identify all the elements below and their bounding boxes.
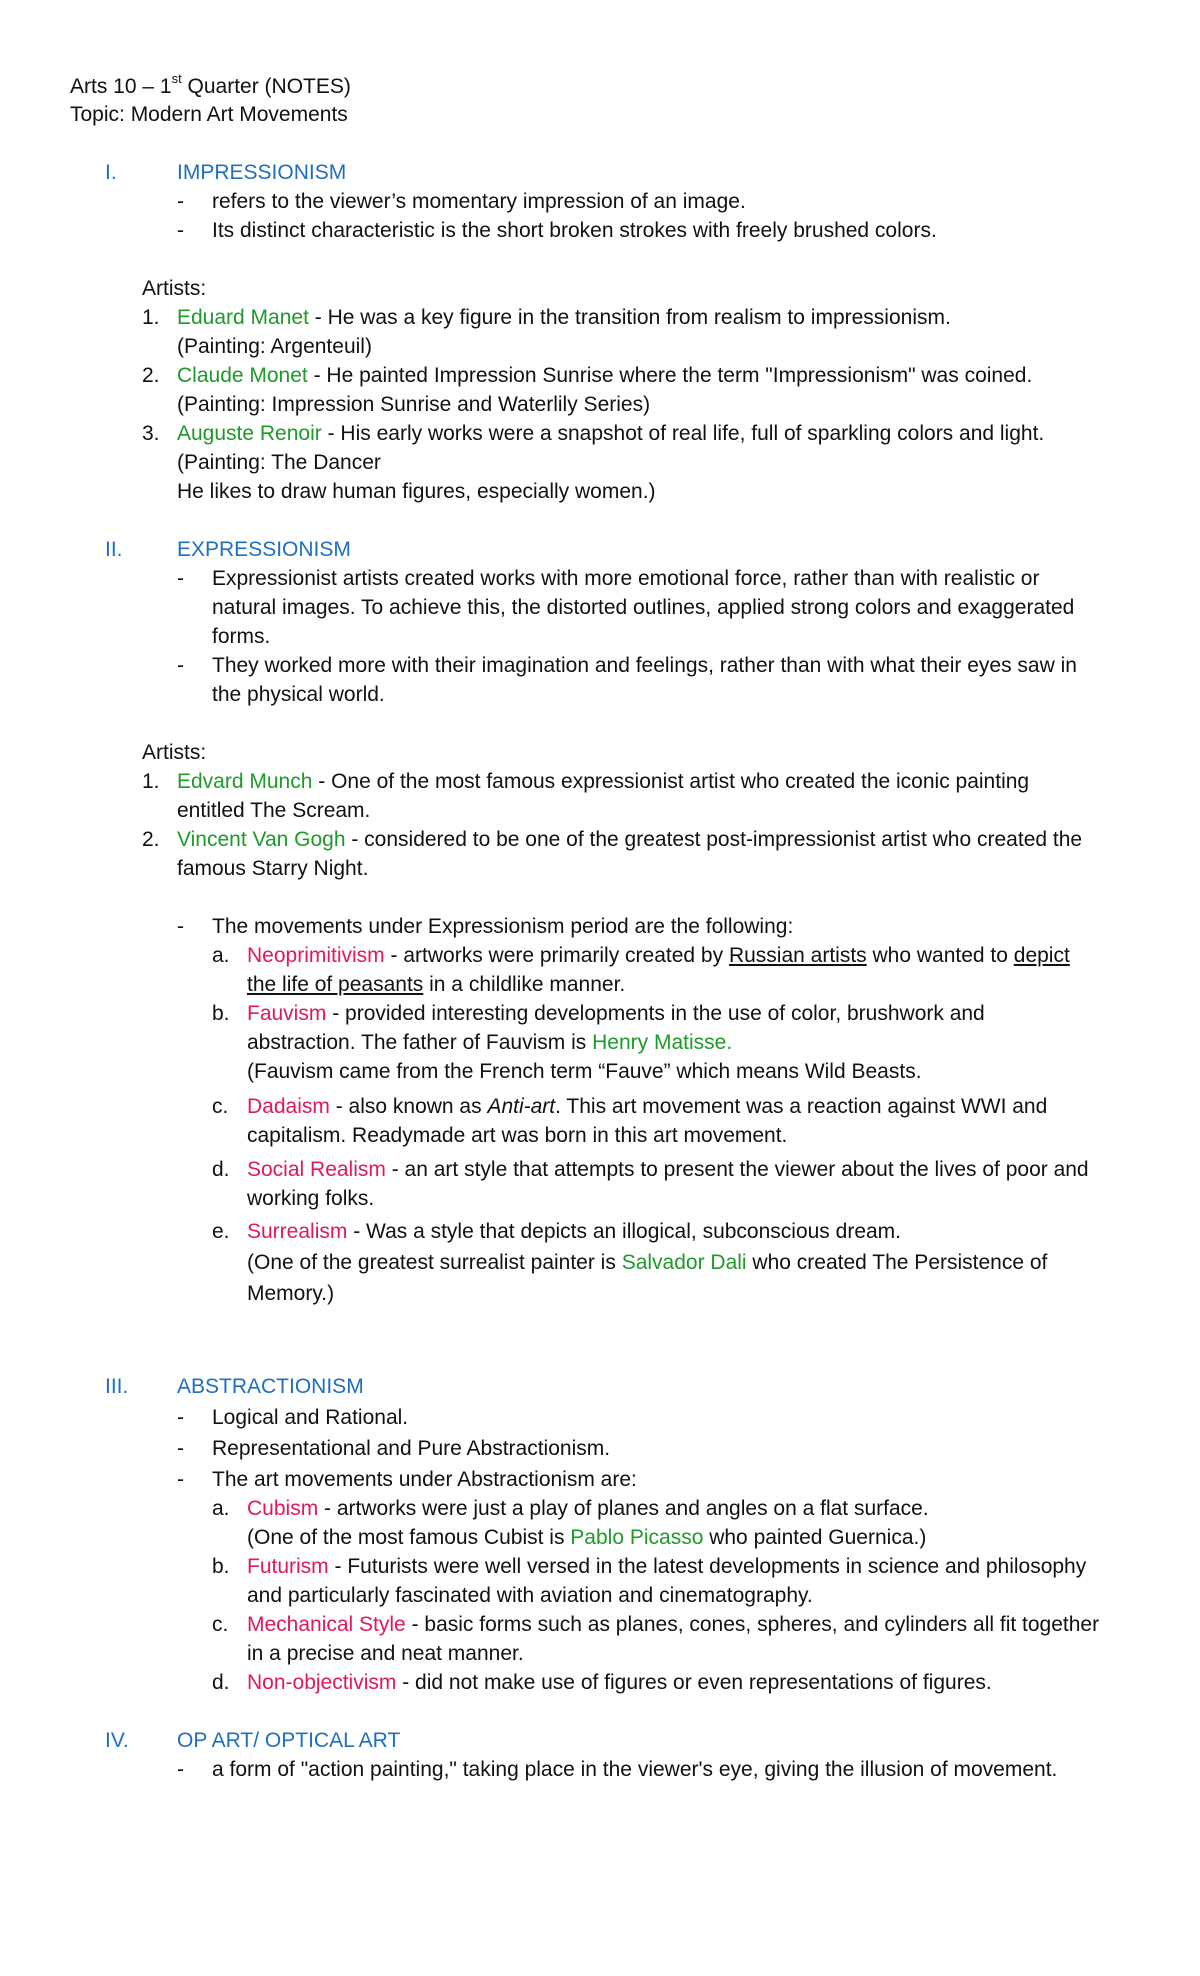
bullet-text: They worked more with their imagination and feelings, rather than with what their eyes saw in [212,654,1077,677]
section-number: IV. [105,1729,129,1752]
movement-entry-cont: capitalism. Readymade art was born in this art movement. [247,1124,788,1147]
movement-entry [247,1219,901,1245]
movement-entry [247,1554,1086,1580]
artist-description: - He painted Impression Sunrise where the term "Impressionism" was coined. [307,364,1033,387]
list-letter: c. [212,1095,229,1118]
movement-text: abstraction. The father of Fauvism is [247,1031,593,1054]
movement-name: Fauvism [247,1002,327,1025]
artist-description: - His early works were a snapshot of real life, full of sparkling colors and light. [321,422,1045,445]
bullet-text: a form of "action painting," taking place in the viewer's eye, giving the illusion of movement. [212,1758,1058,1781]
movement-entry [247,1496,929,1522]
bullet-text: Representational and Pure Abstractionism. [212,1437,611,1460]
artist-entry [177,363,1032,389]
movement-text: - provided interesting developments in the use of color, brushwork and [326,1002,985,1025]
bullet-text: refers to the viewer’s momentary impression of an image. [212,190,746,213]
movement-name: Non-objectivism [247,1671,397,1694]
artist-entry [177,305,951,331]
movement-text: in a childlike manner. [423,973,626,996]
artists-label: Artists: [142,277,207,300]
artist-name: Eduard Manet [177,306,309,329]
bullet-text: Its distinct characteristic is the short broken strokes with freely brushed colors. [212,219,937,242]
movement-text: who wanted to [866,944,1014,967]
list-number: 1. [142,770,160,793]
movement-entry-cont [247,1525,926,1551]
bullet-text: Logical and Rational. [212,1406,409,1429]
movement-entry [247,1157,1089,1183]
bullet-dash: - [177,567,184,590]
movement-entry [247,1001,985,1027]
artist-painting: (Painting: Argenteuil) [177,335,372,358]
bullet-dash: - [177,915,184,938]
bullet-text: Expressionist artists created works with more emotional force, rather than with realistic or [212,567,1040,590]
movement-entry-cont: working folks. [247,1187,375,1210]
section-number: I. [105,161,117,184]
bullet-text: natural images. To achieve this, the distorted outlines, applied strong colors and exaggerated [212,596,1075,619]
artist-name: Auguste Renoir [177,422,322,445]
movement-name: Neoprimitivism [247,944,385,967]
bullet-text: forms. [212,625,271,648]
movement-text: - also known as [329,1095,488,1118]
movement-entry-cont [247,1250,1047,1276]
movement-text: - did not make use of figures or even representations of figures. [396,1671,992,1694]
section-number: III. [105,1375,129,1398]
artist-description: - One of the most famous expressionist artist who created the iconic painting [312,770,1030,793]
movement-note: (Fauvism came from the French term “Fauve” which means Wild Beasts. [247,1060,922,1083]
artist-entry [177,827,1082,853]
list-letter: c. [212,1613,229,1636]
underlined-text: depict [1013,944,1070,967]
underlined-text: Russian artists [728,944,867,967]
movement-entry-cont: Memory.) [247,1282,335,1305]
list-letter: a. [212,1497,230,1520]
section-heading-impressionism: IMPRESSIONISM [177,161,347,184]
list-letter: b. [212,1002,230,1025]
movement-name: Dadaism [247,1095,330,1118]
bullet-dash: - [177,654,184,677]
artists-label: Artists: [142,741,207,764]
movement-text: who painted Guernica.) [703,1526,927,1549]
document-title [70,71,351,100]
movement-name: Surrealism [247,1220,348,1243]
list-number: 2. [142,364,160,387]
movement-entry-cont [247,972,625,998]
artist-description: - considered to be one of the greatest post-impressionist artist who created the [345,828,1083,851]
list-letter: a. [212,944,230,967]
movement-text: - artworks were just a play of planes and angles on a flat surface. [318,1497,929,1520]
artist-description-cont: famous Starry Night. [177,857,369,880]
artist-name: Claude Monet [177,364,308,387]
title-superscript: st [171,71,182,86]
bullet-dash: - [177,1758,184,1781]
list-letter: d. [212,1158,230,1181]
artist-painting: (Painting: The Dancer [177,451,381,474]
artist-description-cont: entitled The Scream. [177,799,371,822]
artist-name: Salvador Dali [621,1251,747,1274]
bullet-text: The art movements under Abstractionism are: [212,1468,637,1491]
movement-text: . This art movement was a reaction against WWI and [555,1095,1048,1118]
artist-note: He likes to draw human figures, especially women.) [177,480,656,503]
list-letter: e. [212,1220,230,1243]
artist-name: Henry Matisse. [592,1031,733,1054]
movement-text: (One of the most famous Cubist is [247,1526,571,1549]
movement-text: - Was a style that depicts an illogical, subconscious dream. [347,1220,901,1243]
list-number: 2. [142,828,160,851]
artist-entry [177,769,1029,795]
movement-entry [247,1094,1047,1120]
bullet-dash: - [177,1437,184,1460]
movement-text: - basic forms such as planes, cones, spheres, and cylinders all fit together [405,1613,1100,1636]
movement-text: - artworks were primarily created by [384,944,729,967]
bullet-dash: - [177,1468,184,1491]
section-heading-expressionism: EXPRESSIONISM [177,538,351,561]
movement-text: who created The Persistence of [746,1251,1048,1274]
movement-name: Cubism [247,1497,319,1520]
movement-text: (One of the greatest surrealist painter is [247,1251,622,1274]
movement-entry [247,943,1070,969]
section-number: II. [105,538,123,561]
artist-name: Vincent Van Gogh [177,828,346,851]
list-number: 3. [142,422,160,445]
movement-text: - an art style that attempts to present the viewer about the lives of poor and [385,1158,1089,1181]
list-letter: d. [212,1671,230,1694]
movement-entry [247,1612,1099,1638]
document-topic: Topic: Modern Art Movements [70,103,348,126]
movement-text: - Futurists were well versed in the latest developments in science and philosophy [328,1555,1087,1578]
title-text: Arts 10 – 1 [70,75,172,98]
artist-description: - He was a key figure in the transition from realism to impressionism. [308,306,951,329]
movement-name: Mechanical Style [247,1613,406,1636]
underlined-text: the life of peasants [247,973,424,996]
artist-name: Pablo Picasso [570,1526,704,1549]
bullet-text: the physical world. [212,683,385,706]
list-number: 1. [142,306,160,329]
bullet-dash: - [177,190,184,213]
artist-name: Edvard Munch [177,770,313,793]
movement-name: Social Realism [247,1158,386,1181]
title-text-end: Quarter (NOTES) [181,75,351,98]
bullet-dash: - [177,219,184,242]
movement-entry [247,1670,992,1696]
artist-painting: (Painting: Impression Sunrise and Waterlily Series) [177,393,651,416]
artist-entry [177,421,1044,447]
bullet-dash: - [177,1406,184,1429]
movement-entry-cont: and particularly fascinated with aviation and cinematography. [247,1584,813,1607]
section-heading-abstractionism: ABSTRACTIONISM [177,1375,364,1398]
movement-name: Futurism [247,1555,329,1578]
movement-entry-cont [247,1030,732,1056]
section-heading-op-art: OP ART/ OPTICAL ART [177,1729,401,1752]
italic-text: Anti-art [487,1095,556,1118]
list-letter: b. [212,1555,230,1578]
movements-intro: The movements under Expressionism period are the following: [212,915,794,938]
movement-entry-cont: in a precise and neat manner. [247,1642,524,1665]
